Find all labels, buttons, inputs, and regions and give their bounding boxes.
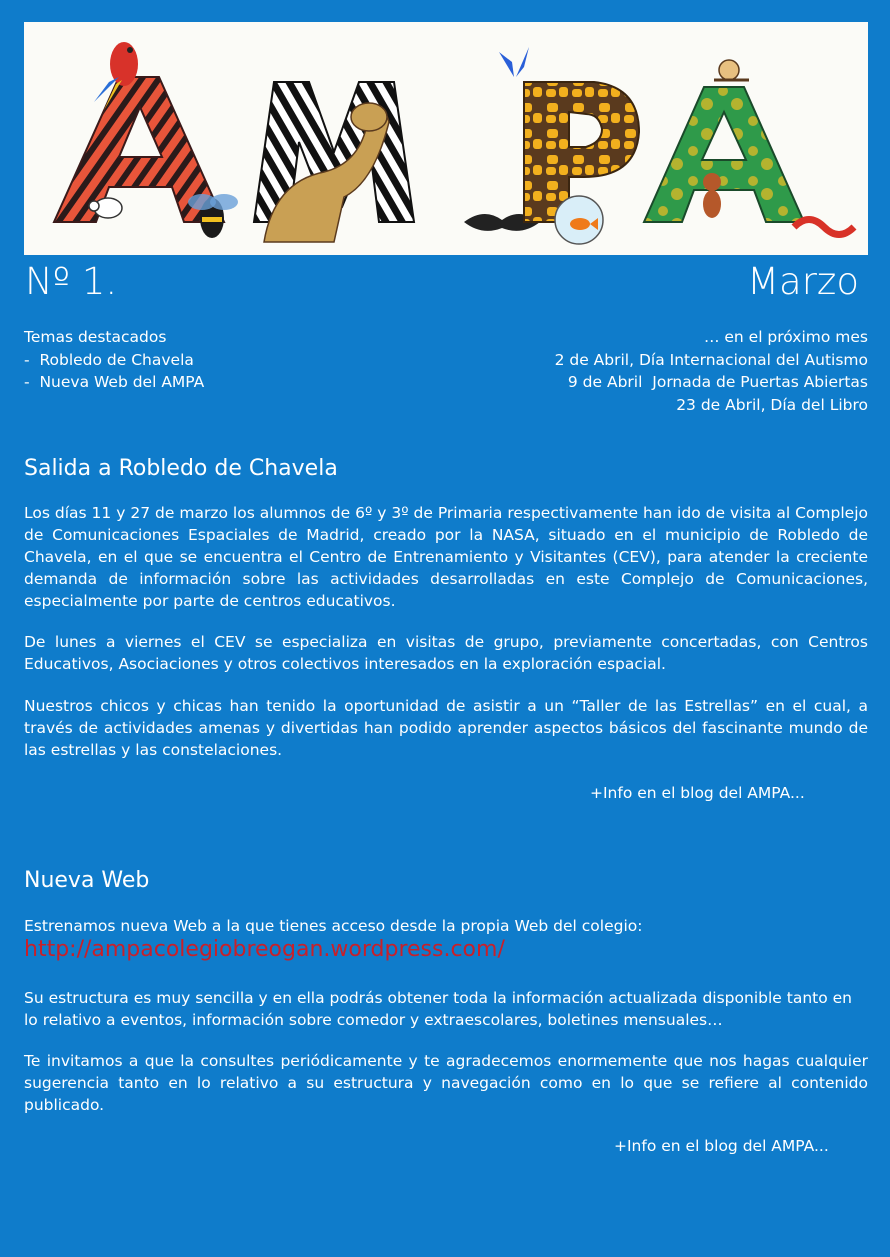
article-title-web: Nueva Web bbox=[24, 868, 150, 893]
article-paragraph: Estrenamos nueva Web a la que tienes acceso desde la propia Web del colegio: bbox=[24, 917, 643, 935]
article-paragraph: Nuestros chicos y chicas han tenido la oportunidad de asistir a un “Taller de las Estrellas” en el cual, a través de actividades amenas y divertidas han podido aprender aspectos básicos del fascinante mundo de las estrellas y las constelaciones. bbox=[24, 697, 868, 759]
featured-topics-title: Temas destacados bbox=[24, 328, 167, 346]
issue-number: Nº 1. bbox=[25, 260, 118, 303]
upcoming-event-item: 2 de Abril, Día Internacional del Autismo bbox=[554, 350, 868, 369]
banner-drawing bbox=[24, 22, 868, 255]
ampa-banner-illustration bbox=[24, 22, 868, 255]
featured-topics bbox=[24, 326, 204, 394]
upcoming-events bbox=[555, 326, 868, 416]
article-paragraph: Su estructura es muy sencilla y en ella podrás obtener toda la información actualizada disponible tanto en lo relativo a eventos, información sobre comedor y extraescolares, boletines mensuales… bbox=[24, 989, 852, 1029]
article-paragraph: De lunes a viernes el CEV se especializa en visitas de grupo, previamente concertadas, con Centros Educativos, Asociaciones y otros colectivos interesados en la exploración espacial. bbox=[24, 633, 868, 673]
upcoming-title: … en el próximo mes bbox=[703, 328, 868, 346]
featured-topic-item: - Robledo de Chavela bbox=[24, 350, 194, 369]
more-info-link[interactable]: +Info en el blog del AMPA... bbox=[590, 784, 805, 802]
issue-month: Marzo bbox=[747, 260, 859, 303]
more-info-link[interactable]: +Info en el blog del AMPA... bbox=[614, 1137, 829, 1155]
upcoming-event-item: 23 de Abril, Día del Libro bbox=[676, 395, 868, 414]
article-title-robledo: Salida a Robledo de Chavela bbox=[24, 456, 338, 481]
snail-icon bbox=[714, 60, 749, 80]
website-url-link[interactable]: http://ampacolegiobreogan.wordpress.com/ bbox=[24, 937, 505, 962]
letter-a-green bbox=[644, 87, 804, 222]
article-paragraph: Los días 11 y 27 de marzo los alumnos de 6º y 3º de Primaria respectivamente han ido de visita al Complejo de Comunicaciones Espaciales de Madrid, creado por la NASA, situado en el municipio de Robledo de Chavela, en el que se encuentra el Centro de Entrenamiento y Visitantes (CEV), para atender la creciente demanda de información sobre las actividades desarrolladas en este Complejo de Comunicaciones, especialmente por parte de centros educativos. bbox=[24, 504, 868, 610]
article-paragraph: Te invitamos a que la consultes periódicamente y te agradecemos enormemente que nos hagas cualquier sugerencia tanto en lo relativo a su estructura y navegación como en lo que se refiere al contenido publicado. bbox=[24, 1052, 868, 1114]
fishbowl-icon bbox=[555, 196, 603, 244]
butterfly-icon bbox=[499, 47, 529, 77]
snake-icon bbox=[794, 220, 854, 235]
upcoming-event-item: 9 de Abril Jornada de Puertas Abiertas bbox=[567, 373, 868, 391]
monkey-icon bbox=[703, 173, 721, 218]
featured-topic-item: - Nueva Web del AMPA bbox=[24, 373, 205, 391]
